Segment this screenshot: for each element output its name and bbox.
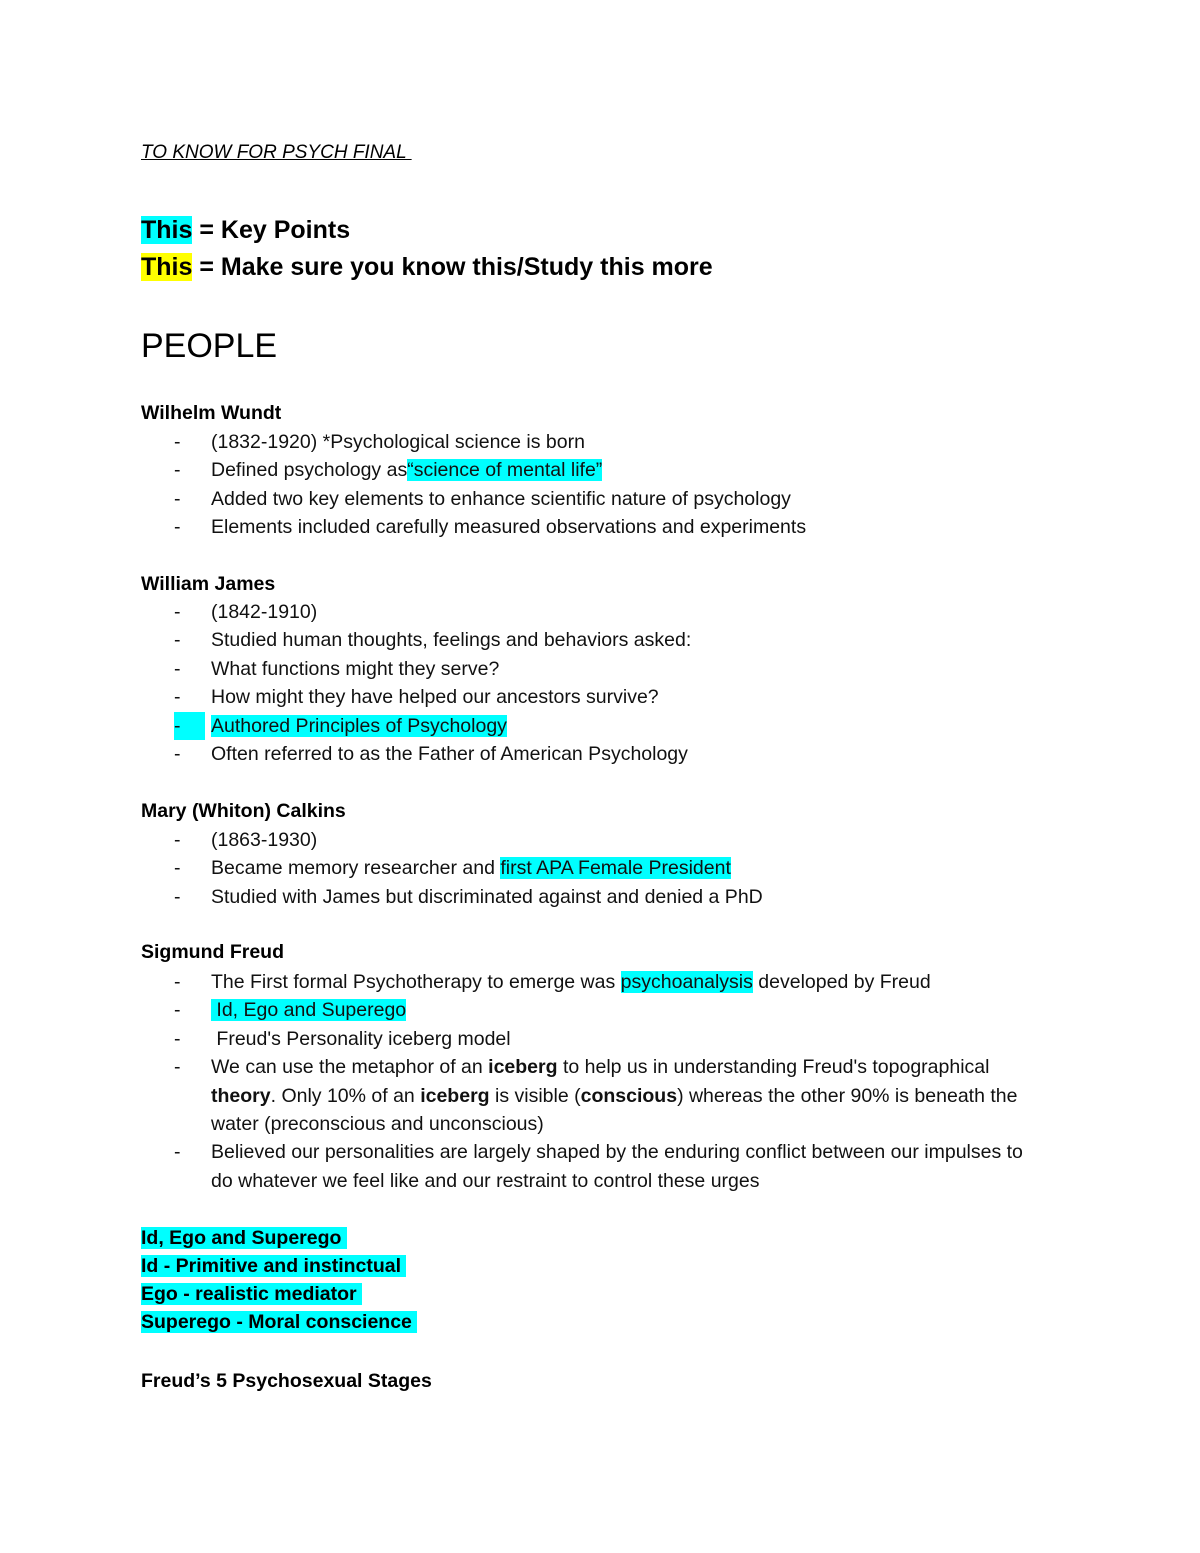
list-item: - Elements included carefully measured observations and experiments	[174, 516, 807, 539]
calkins-bullet-list	[141, 826, 1061, 911]
person-heading-freud: Sigmund Freud	[141, 941, 284, 963]
james-bullet-list	[141, 598, 1061, 768]
list-item: - Added two key elements to enhance scientific nature of psychology	[174, 487, 791, 510]
section-heading-people: PEOPLE	[141, 327, 278, 365]
list-item: - Became memory researcher and first APA Female President	[174, 857, 731, 880]
highlight-key-point: first APA Female President	[500, 857, 731, 880]
list-item: - Defined psychology as“science of mental life”	[174, 459, 603, 482]
list-item: - Studied with James but discriminated against and denied a PhD	[174, 885, 763, 908]
highlight-key-point: “science of mental life”	[407, 459, 603, 482]
highlight-key-point: Authored Principles of Psychology	[211, 714, 507, 737]
list-item: - The First formal Psychotherapy to emerge was psychoanalysis developed by Freud	[174, 971, 931, 993]
list-item: - Often referred to as the Father of American Psychology	[174, 743, 688, 766]
highlight-key-point: Id, Ego and Superego	[211, 999, 407, 1022]
list-item: - Believed our personalities are largely shaped by the enduring conflict between our impulses to do whatever we feel like and our restraint to control these urges	[174, 1141, 1023, 1192]
list-item: - Authored Principles of Psychology	[141, 712, 1061, 740]
person-heading-calkins: Mary (Whiton) Calkins	[141, 800, 346, 822]
list-item: - What functions might they serve?	[174, 657, 500, 680]
person-heading-james: William James	[141, 573, 276, 595]
summary-line-id: Id - Primitive and instinctual	[141, 1255, 407, 1277]
legend-key-points	[141, 215, 350, 245]
summary-line-superego: Superego - Moral conscience	[141, 1311, 418, 1333]
legend-text-study-more: = Make sure you know this/Study this more	[192, 253, 713, 281]
summary-line-ego: Ego - realistic mediator	[141, 1283, 363, 1305]
document-title: TO KNOW FOR PSYCH FINAL	[141, 142, 412, 163]
list-item: - (1832-1920) *Psychological science is born	[174, 431, 585, 453]
person-heading-wundt: Wilhelm Wundt	[141, 402, 282, 424]
legend-study-more	[141, 252, 713, 282]
list-item: - (1863-1930)	[174, 829, 318, 851]
list-item: - How might they have helped our ancestors survive?	[174, 686, 659, 709]
legend-swatch-cyan: This	[141, 216, 193, 244]
list-item: - Studied human thoughts, feelings and behaviors asked:	[174, 629, 692, 652]
psychosexual-stages-heading: Freud’s 5 Psychosexual Stages	[141, 1370, 432, 1392]
list-item: - Id, Ego and Superego	[174, 999, 407, 1022]
freud-bullet-list	[141, 968, 1061, 1195]
list-item: - We can use the metaphor of an iceberg to help us in understanding Freud's topographical theory. Only 10% of an iceberg is visible (conscious) whereas the other 90% is beneath the water (preconscious and unconscious)	[174, 1056, 1018, 1136]
legend-swatch-yellow: This	[141, 253, 193, 281]
summary-line-id-ego-superego: Id, Ego and Superego	[141, 1227, 347, 1249]
legend-text-key-points: = Key Points	[192, 216, 351, 244]
list-item: - Freud's Personality iceberg model	[174, 1027, 511, 1050]
highlight-key-point: psychoanalysis	[620, 971, 753, 993]
list-item: - (1842-1910)	[174, 601, 318, 623]
wundt-bullet-list	[141, 428, 1061, 542]
